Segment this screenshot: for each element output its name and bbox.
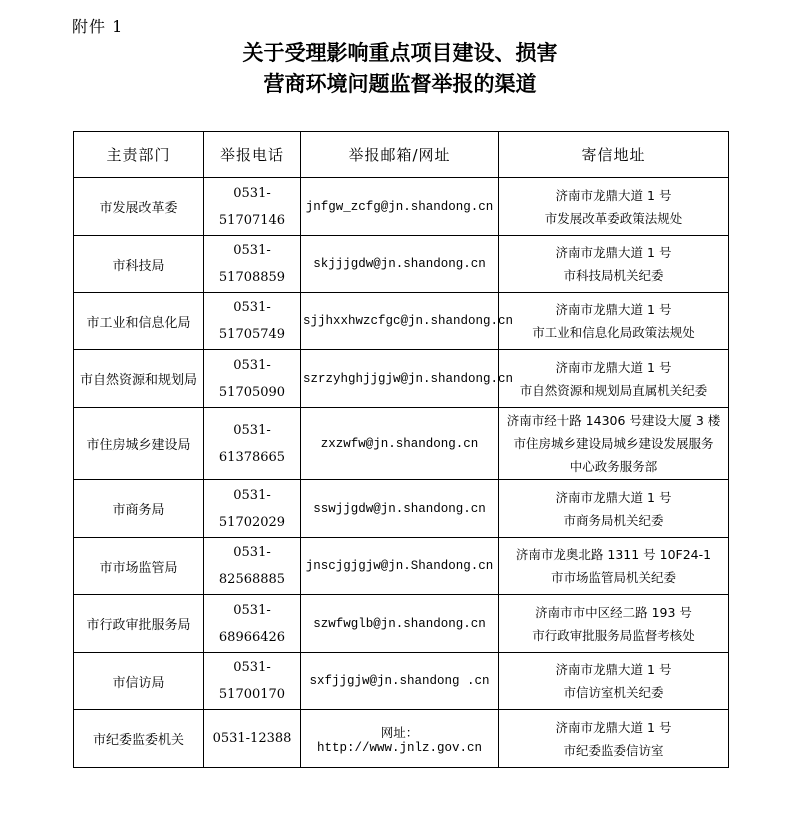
email-cell: sswjjgdw@jn.shandong.cn — [301, 480, 499, 538]
document-title-line-1: 关于受理影响重点项目建设、损害 — [242, 41, 558, 65]
table-row — [74, 653, 729, 710]
phone-cell — [204, 710, 301, 768]
email-cell: skjjjgdw@jn.shandong.cn — [301, 236, 499, 293]
table-row — [74, 236, 729, 293]
department-cell: 市工业和信息化局 — [74, 293, 204, 350]
table-row — [74, 408, 729, 480]
phone-cell — [204, 350, 301, 408]
department-cell: 市发展改革委 — [74, 178, 204, 236]
department-cell: 市行政审批服务局 — [74, 595, 204, 653]
phone-number-part: 51705090 — [218, 384, 286, 400]
phone-number-part: 0531- — [233, 487, 271, 503]
department-cell: 市商务局 — [74, 480, 204, 538]
phone-cell — [204, 595, 301, 653]
phone-number-part: 0531- — [233, 185, 271, 201]
column-header-phone: 举报电话 — [204, 132, 301, 178]
phone-cell — [204, 236, 301, 293]
phone-cell — [204, 538, 301, 595]
phone-number-part: 0531- — [233, 243, 271, 258]
address-line: 市纪委监委信访室 — [563, 742, 664, 758]
address-line: 市自然资源和规划局直属机关纪委 — [519, 382, 708, 398]
column-header-department: 主责部门 — [74, 132, 204, 178]
table-row — [74, 710, 729, 768]
address-line: 市市场监管局机关纪委 — [550, 570, 676, 585]
reporting-channels-table — [73, 131, 729, 768]
phone-cell — [204, 480, 301, 538]
phone-cell — [204, 408, 301, 480]
address-cell — [499, 480, 729, 538]
phone-number-part: 51702029 — [218, 514, 286, 530]
address-cell — [499, 236, 729, 293]
phone-number-part: 0531- — [233, 357, 271, 373]
phone-number-part: 51708859 — [218, 270, 286, 285]
phone-cell — [204, 293, 301, 350]
address-cell — [499, 595, 729, 653]
phone-number-part: 0531- — [233, 422, 271, 438]
address-line: 济南市龙鼎大道 1 号 — [555, 359, 672, 375]
address-cell — [499, 178, 729, 236]
table-row — [74, 538, 729, 595]
column-header-address: 寄信地址 — [499, 132, 729, 178]
address-cell — [499, 293, 729, 350]
phone-number-part: 0531- — [233, 300, 271, 315]
phone-number-part: 61378665 — [218, 449, 286, 465]
address-cell — [499, 710, 729, 768]
attachment-label: 附件 1 — [72, 17, 124, 36]
address-line: 中心政务服务部 — [569, 459, 658, 474]
phone-cell — [204, 178, 301, 236]
address-cell — [499, 350, 729, 408]
address-line: 市行政审批服务局监督考核处 — [532, 627, 695, 643]
department-cell: 市科技局 — [74, 236, 204, 293]
address-line: 济南市市中区经二路 193 号 — [535, 604, 692, 620]
department-cell: 市市场监管局 — [74, 538, 204, 595]
department-cell: 市纪委监委机关 — [74, 710, 204, 768]
phone-number-part: 68966426 — [218, 629, 286, 645]
table-header-row — [74, 132, 729, 178]
address-line: 济南市龙鼎大道 1 号 — [555, 489, 672, 505]
table-row — [74, 178, 729, 236]
address-cell — [499, 538, 729, 595]
phone-number-part: 0531-12388 — [212, 731, 292, 746]
phone-number-part: 0531- — [233, 602, 271, 618]
phone-number-part: 51707146 — [218, 212, 286, 228]
table-row — [74, 595, 729, 653]
department-cell: 市信访局 — [74, 653, 204, 710]
email-cell: zxzwfw@jn.shandong.cn — [301, 408, 499, 480]
address-line: 市信访室机关纪委 — [563, 685, 664, 700]
email-cell: sxfjjgjw@jn.shandong .cn — [301, 653, 499, 710]
address-line: 济南市经十路 14306 号建设大厦 3 楼 — [506, 413, 721, 428]
address-line: 济南市龙鼎大道 1 号 — [555, 662, 672, 677]
phone-number-part: 0531- — [233, 545, 271, 560]
email-cell: szrzyhghjjgjw@jn.shandong.cn — [301, 350, 499, 408]
address-line: 市科技局机关纪委 — [563, 268, 664, 283]
document-title-line-2: 营商环境问题监督举报的渠道 — [263, 72, 537, 96]
email-cell: szwfwglb@jn.shandong.cn — [301, 595, 499, 653]
email-cell: 网址：http://www.jnlz.gov.cn — [301, 710, 499, 768]
address-line: 济南市龙奥北路 1311 号 10F24-1 — [515, 547, 712, 562]
table-row — [74, 480, 729, 538]
phone-number-part: 51705749 — [218, 327, 286, 342]
phone-number-part: 51700170 — [218, 687, 286, 702]
email-cell: sjjhxxhwzcfgc@jn.shandong.cn — [301, 293, 499, 350]
address-line: 济南市龙鼎大道 1 号 — [555, 719, 672, 735]
phone-number-part: 0531- — [233, 660, 271, 675]
email-cell: jnfgw_zcfg@jn.shandong.cn — [301, 178, 499, 236]
address-line: 市发展改革委政策法规处 — [544, 210, 683, 226]
table-row — [74, 350, 729, 408]
address-cell — [499, 408, 729, 480]
address-line: 市住房城乡建设局城乡建设发展服务 — [513, 436, 714, 451]
department-cell: 市自然资源和规划局 — [74, 350, 204, 408]
address-line: 济南市龙鼎大道 1 号 — [555, 302, 672, 317]
address-line: 市工业和信息化局政策法规处 — [532, 325, 695, 340]
address-cell — [499, 653, 729, 710]
phone-number-part: 82568885 — [218, 572, 286, 587]
address-line: 市商务局机关纪委 — [563, 512, 664, 528]
department-cell: 市住房城乡建设局 — [74, 408, 204, 480]
table-row — [74, 293, 729, 350]
address-line: 济南市龙鼎大道 1 号 — [555, 245, 672, 260]
phone-cell — [204, 653, 301, 710]
email-cell: jnscjgjgjw@jn.Shandong.cn — [301, 538, 499, 595]
column-header-email: 举报邮箱/网址 — [301, 132, 499, 178]
address-line: 济南市龙鼎大道 1 号 — [555, 187, 672, 203]
